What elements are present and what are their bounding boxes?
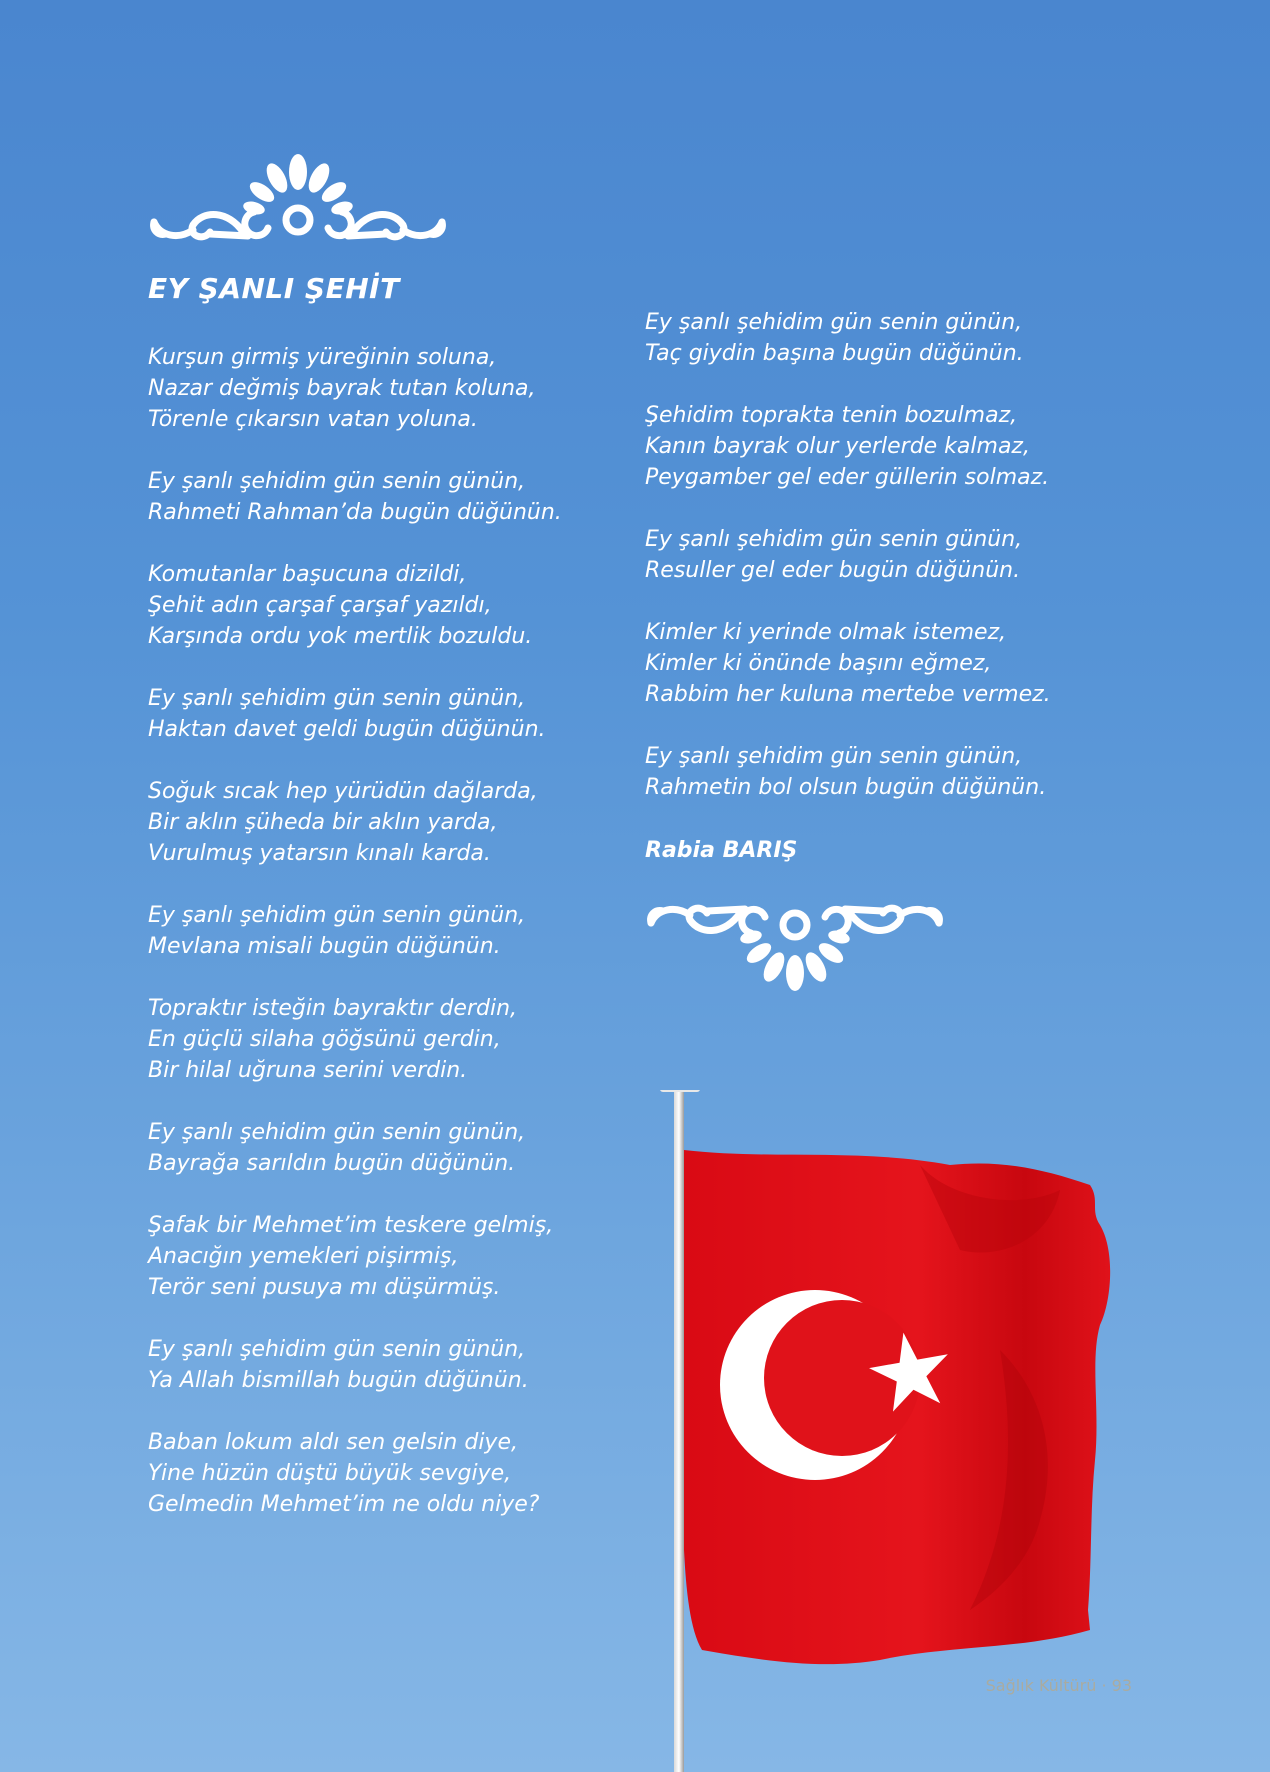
poem-stanza xyxy=(148,1334,668,1396)
poem-line: Taç giydin başına bugün düğünün. xyxy=(645,341,1024,366)
poem-line: Yine hüzün düştü büyük sevgiye, xyxy=(148,1461,512,1486)
poem-line: Bayrağa sarıldın bugün düğünün. xyxy=(148,1151,516,1176)
poem-stanza xyxy=(645,617,1205,710)
poem-line: Mevlana misali bugün düğünün. xyxy=(148,934,501,959)
poem-line: Ya Allah bismillah bugün düğünün. xyxy=(148,1368,529,1393)
poem-line: En güçlü silaha göğsünü gerdin, xyxy=(148,1027,501,1052)
poem-stanza xyxy=(148,466,668,528)
poem-stanza xyxy=(148,1117,668,1179)
poem-line: Baban lokum aldı sen gelsin diye, xyxy=(148,1430,518,1455)
poem-line: Şafak bir Mehmet’im teskere gelmiş, xyxy=(148,1213,554,1238)
poem-line: Rabbim her kuluna mertebe vermez. xyxy=(645,682,1051,707)
poem-line: Rahmetin bol olsun bugün düğünün. xyxy=(645,775,1047,800)
poem-stanza xyxy=(645,524,1205,586)
poem-stanza xyxy=(645,741,1205,803)
poem-stanza xyxy=(148,993,668,1086)
poem-stanza xyxy=(148,1427,668,1520)
poem-stanza xyxy=(148,776,668,869)
poem-line: Bir aklın şüheda bir aklın yarda, xyxy=(148,810,498,835)
poem-line: Şehidim toprakta tenin bozulmaz, xyxy=(645,403,1018,428)
poem-stanza xyxy=(148,1210,668,1303)
poem-line: Ey şanlı şehidim gün senin günün, xyxy=(645,744,1023,769)
poem-line: Resuller gel eder bugün düğünün. xyxy=(645,558,1021,583)
poem-line: Vurulmuş yatarsın kınalı karda. xyxy=(148,841,491,866)
poem-stanza xyxy=(148,683,668,745)
poem-line: Ey şanlı şehidim gün senin günün, xyxy=(148,903,526,928)
poem-line: Ey şanlı şehidim gün senin günün, xyxy=(148,1120,526,1145)
poem-title: EY ŞANLI ŞEHİT xyxy=(148,272,400,305)
poem-line: Kurşun girmiş yüreğinin soluna, xyxy=(148,345,497,370)
poem-line: Peygamber gel eder güllerin solmaz. xyxy=(645,465,1050,490)
page-footer: Sağlık Kültürü · 93 xyxy=(985,1676,1132,1695)
poem-line: Karşında ordu yok mertlik bozuldu. xyxy=(148,624,533,649)
poem-stanza xyxy=(645,307,1205,369)
turkish-flag-icon xyxy=(620,1090,1220,1772)
poem-line: Rahmeti Rahman’da bugün düğünün. xyxy=(148,500,562,525)
poem-line: Şehit adın çarşaf çarşaf yazıldı, xyxy=(148,593,492,618)
poem-line: Bir hilal uğruna serini verdin. xyxy=(148,1058,468,1083)
poem-line: Kimler ki yerinde olmak istemez, xyxy=(645,620,1007,645)
poem-line: Haktan davet geldi bugün düğünün. xyxy=(148,717,546,742)
poem-right-column xyxy=(645,307,1205,834)
poem-line: Ey şanlı şehidim gün senin günün, xyxy=(148,1337,526,1362)
poem-line: Terör seni pusuya mı düşürmüş. xyxy=(148,1275,501,1300)
poem-line: Komutanlar başucuna dizildi, xyxy=(148,562,467,587)
poem-stanza xyxy=(645,400,1205,493)
poem-line: Törenle çıkarsın vatan yoluna. xyxy=(148,407,478,432)
poem-line: Ey şanlı şehidim gün senin günün, xyxy=(645,527,1023,552)
poem-line: Ey şanlı şehidim gün senin günün, xyxy=(645,310,1023,335)
poem-line: Topraktır isteğin bayraktır derdin, xyxy=(148,996,518,1021)
poem-line: Kimler ki önünde başını eğmez, xyxy=(645,651,992,676)
poem-stanza xyxy=(148,900,668,962)
poem-author: Rabia BARIŞ xyxy=(645,838,798,863)
poem-line: Anacığın yemekleri pişirmiş, xyxy=(148,1244,459,1269)
poem-stanza xyxy=(148,342,668,435)
poem-line: Nazar değmiş bayrak tutan koluna, xyxy=(148,376,536,401)
poem-line: Ey şanlı şehidim gün senin günün, xyxy=(148,686,526,711)
poem-stanza xyxy=(148,559,668,652)
ornament-top-icon xyxy=(148,150,448,250)
poem-line: Kanın bayrak olur yerlerde kalmaz, xyxy=(645,434,1030,459)
ornament-bottom-icon xyxy=(645,895,945,995)
poem-line: Gelmedin Mehmet’im ne oldu niye? xyxy=(148,1492,540,1517)
poem-line: Soğuk sıcak hep yürüdün dağlarda, xyxy=(148,779,538,804)
poem-line: Ey şanlı şehidim gün senin günün, xyxy=(148,469,526,494)
poem-left-column xyxy=(148,342,668,1551)
